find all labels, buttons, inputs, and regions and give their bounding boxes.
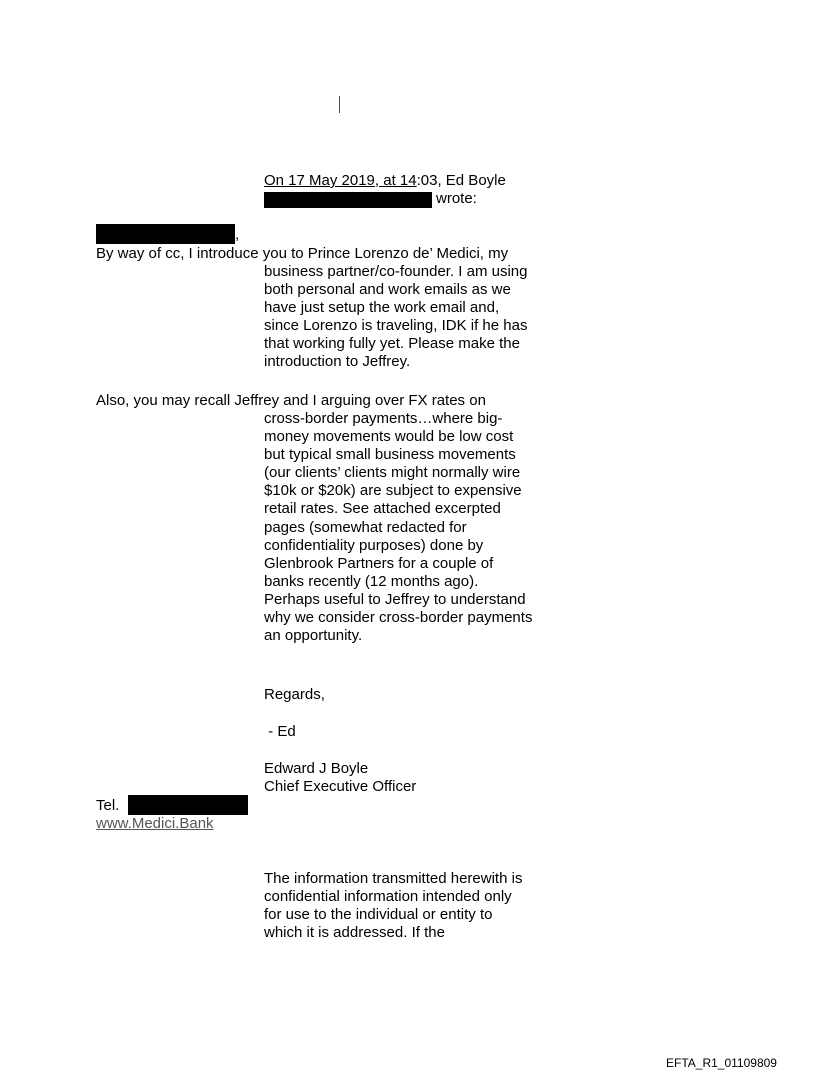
text-line: $10k or $20k) are subject to expensive: [264, 482, 522, 500]
text-line: an opportunity.: [264, 627, 363, 645]
paragraph-2-body: [264, 410, 564, 645]
text-line: confidential information intended only: [264, 888, 512, 906]
text-line: confidentiality purposes) done by: [264, 536, 484, 554]
signature-name: Edward J Boyle: [264, 760, 369, 777]
signature-short: - Ed: [264, 723, 296, 740]
text-cursor: [339, 96, 340, 113]
redaction-sender-email: [264, 192, 432, 208]
text-line: both personal and work emails as we: [264, 281, 511, 299]
text-line: banks recently (12 months ago).: [264, 572, 479, 590]
text-line: The information transmitted herewith is: [264, 870, 523, 887]
redaction-phone: [128, 795, 248, 815]
text-line: why we consider cross-border payments: [264, 609, 533, 627]
text-line: for use to the individual or entity to: [264, 906, 493, 924]
text-line: Perhaps useful to Jeffrey to understand: [264, 590, 526, 608]
text-line: but typical small business movements: [264, 446, 516, 464]
reply-header-prefix: On 17 May 2019, at 14: [264, 172, 417, 189]
paragraph-1-body: [264, 263, 564, 372]
confidentiality-disclaimer: [264, 870, 564, 942]
text-line: introduction to Jeffrey.: [264, 353, 411, 371]
text-line: have just setup the work email and,: [264, 299, 500, 317]
text-line: pages (somewhat redacted for: [264, 518, 467, 536]
paragraph-1-first-line: By way of cc, I introduce you to Prince Lorenzo de’ Medici, my: [96, 245, 509, 262]
text-line: since Lorenzo is traveling, IDK if he has: [264, 317, 528, 335]
reply-header: [264, 172, 506, 190]
paragraph-2-first-line: Also, you may recall Jeffrey and I arguing over FX rates on: [96, 392, 486, 409]
website-link[interactable]: www.Medici.Bank: [96, 815, 214, 832]
regards-line: Regards,: [264, 686, 325, 703]
reply-header-suffix: :03, Ed Boyle: [416, 172, 506, 189]
document-id: EFTA_R1_01109809: [666, 1056, 777, 1070]
text-line: that working fully yet. Please make the: [264, 335, 520, 353]
salutation-comma: ,: [235, 226, 240, 243]
text-line: which it is addressed. If the: [264, 924, 445, 942]
signature-title: Chief Executive Officer: [264, 778, 417, 795]
text-line: retail rates. See attached excerpted: [264, 500, 501, 518]
text-line: cross-border payments…where big-: [264, 410, 503, 427]
text-line: Glenbrook Partners for a couple of: [264, 554, 494, 572]
redaction-recipient-name: [96, 224, 235, 244]
reply-header-wrote: wrote:: [436, 190, 477, 207]
tel-label: Tel.: [96, 797, 120, 814]
text-line: business partner/co-founder. I am using: [264, 263, 528, 280]
text-line: (our clients’ clients might normally wire: [264, 464, 521, 482]
text-line: money movements would be low cost: [264, 428, 514, 446]
